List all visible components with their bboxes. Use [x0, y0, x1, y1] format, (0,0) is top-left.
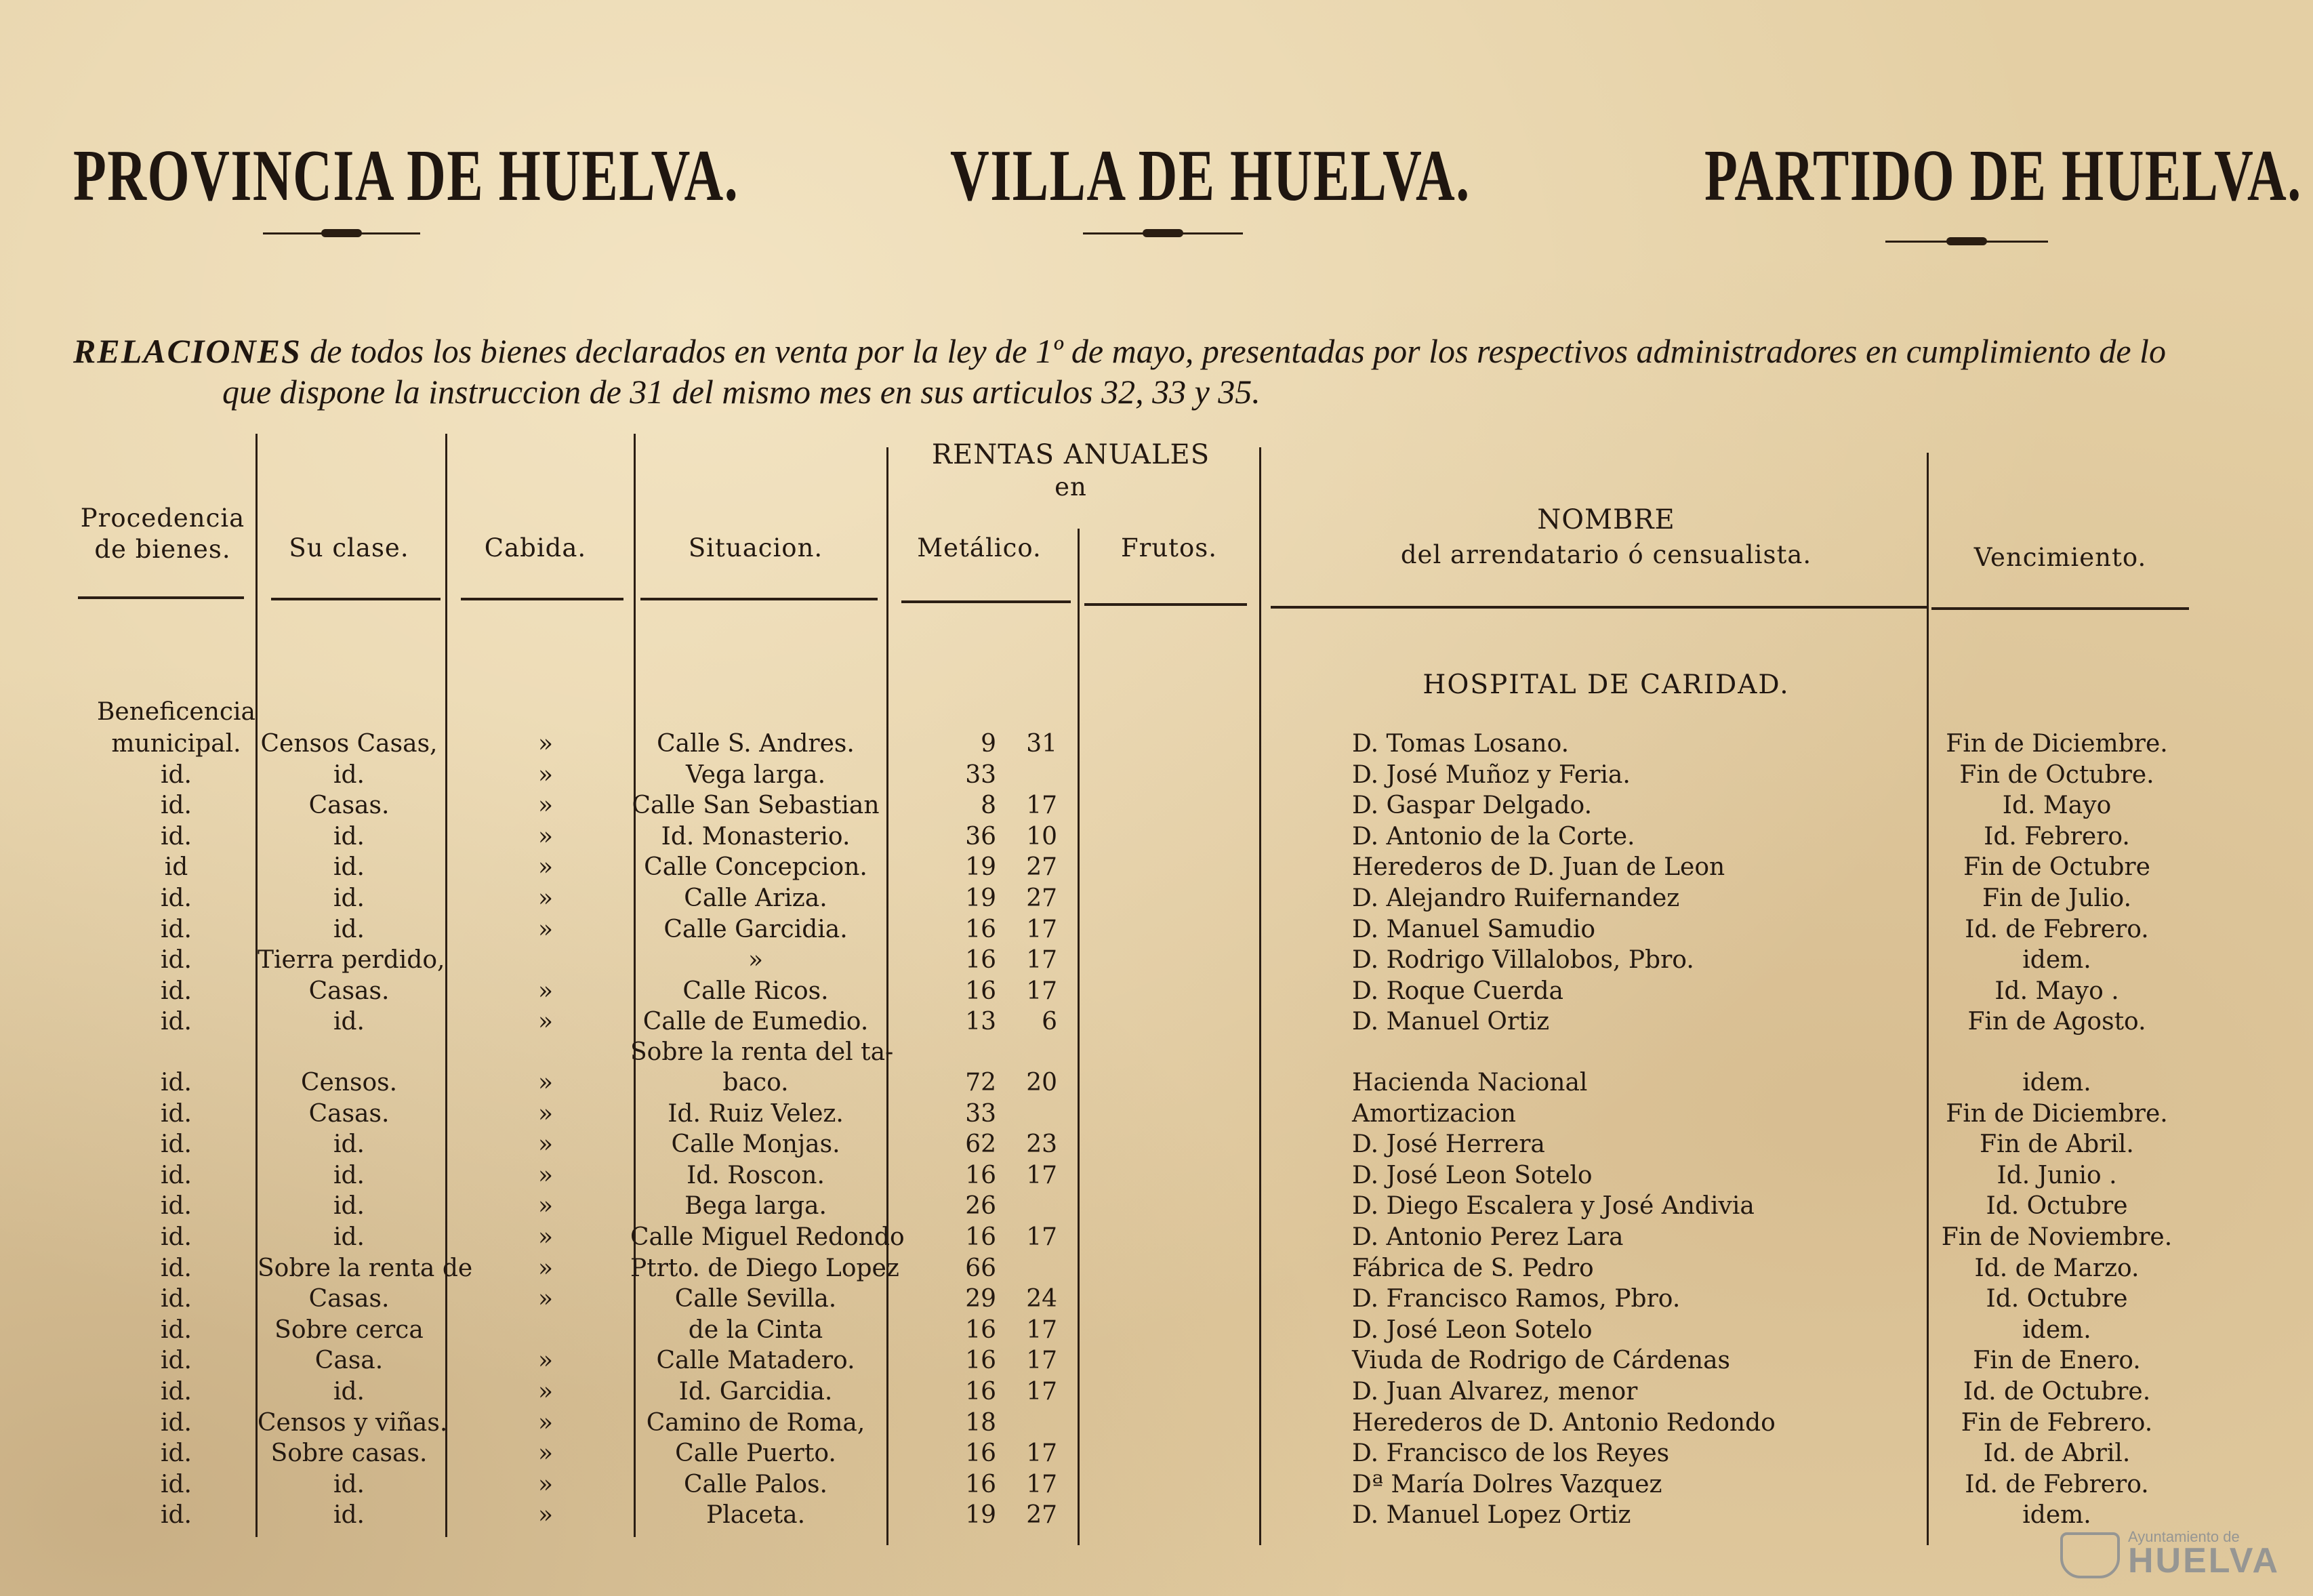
nombre-cell: D. Juan Alvarez, menor — [1352, 1378, 1638, 1406]
metalico-cts-cell: 17 — [1026, 1347, 1057, 1375]
vencimiento-cell: Id. Mayo — [2002, 792, 2112, 820]
vencimiento-cell: Fin de Diciembre. — [1946, 730, 2168, 758]
col-rentas-en: en — [1055, 472, 1087, 502]
cabida-cell: » — [537, 977, 554, 1005]
procedencia-cell: municipal. — [111, 730, 241, 758]
nombre-cell: D. Manuel Samudio — [1352, 915, 1596, 943]
nombre-cell: D. Francisco de los Reyes — [1352, 1439, 1670, 1468]
procedencia-cell: id. — [160, 946, 192, 975]
ornament-right — [1885, 237, 2048, 245]
metalico-rs-cell: 18 — [965, 1408, 996, 1437]
col-cabida: Cabida. — [484, 533, 587, 562]
watermark-big: HUELVA — [2128, 1541, 2280, 1580]
procedencia-cell: id. — [160, 1347, 192, 1375]
metalico-cts-cell: 10 — [1026, 822, 1057, 851]
metalico-cts-cell: 17 — [1026, 792, 1057, 820]
metalico-cts-cell: 6 — [1042, 1008, 1057, 1036]
vencimiento-cell: Fin de Diciembre. — [1946, 1099, 2168, 1128]
situacion-cell: Calle Monjas. — [671, 1130, 840, 1159]
table-row — [0, 914, 2313, 945]
table-row — [0, 1191, 2313, 1222]
situacion-cell: Calle Sevilla. — [674, 1285, 837, 1313]
metalico-rs-cell: 16 — [965, 1315, 996, 1344]
metalico-cts-cell: 27 — [1026, 1501, 1057, 1530]
clase-cell: id. — [333, 1501, 365, 1530]
sit-extra-line: Sobre la renta del ta- — [630, 1038, 894, 1066]
procedencia-cell: id. — [160, 1008, 192, 1036]
vencimiento-cell: Id. de Marzo. — [1974, 1254, 2140, 1282]
table-row — [0, 1067, 2313, 1099]
metalico-rs-cell: 26 — [965, 1192, 996, 1221]
cabida-cell: » — [537, 822, 554, 851]
metalico-rs-cell: 16 — [965, 1470, 996, 1498]
clase-cell: Casas. — [308, 1099, 390, 1128]
metalico-cts-cell: 23 — [1026, 1130, 1057, 1159]
metalico-cts-cell: 17 — [1026, 1161, 1057, 1189]
vencimiento-cell: idem. — [2022, 1315, 2091, 1344]
metalico-rs-cell: 9 — [981, 730, 996, 758]
situacion-cell: Vega larga. — [685, 760, 826, 789]
table-row — [0, 1006, 2313, 1038]
nombre-cell: Herederos de D. Juan de Leon — [1352, 853, 1725, 882]
nombre-cell: D. Roque Cuerda — [1352, 977, 1563, 1005]
cabida-cell: » — [537, 1470, 554, 1498]
cabida-cell: » — [537, 1008, 554, 1036]
situacion-cell: Bega larga. — [684, 1192, 827, 1221]
table-row — [0, 1376, 2313, 1408]
metalico-rs-cell: 66 — [965, 1254, 996, 1282]
clase-cell: Casas. — [308, 1285, 390, 1313]
vencimiento-cell: Id. Octubre — [1986, 1192, 2128, 1221]
metalico-rs-cell: 8 — [981, 792, 996, 820]
clase-cell: id. — [333, 822, 365, 851]
procedencia-cell: id. — [160, 1130, 192, 1159]
procedencia-cell: id. — [160, 1470, 192, 1498]
procedencia-cell: id. — [160, 1285, 192, 1313]
table-row — [0, 790, 2313, 821]
table-row — [0, 1284, 2313, 1315]
nombre-cell: Dª María Dolres Vazquez — [1352, 1470, 1662, 1498]
situacion-cell: Id. Roscon. — [687, 1161, 825, 1189]
vencimiento-cell: Fin de Octubre. — [1959, 760, 2154, 789]
metalico-cts-cell: 17 — [1026, 1315, 1057, 1344]
clase-cell: id. — [333, 1223, 365, 1251]
nombre-cell: Herederos de D. Antonio Redondo — [1352, 1408, 1776, 1437]
proc-beneficencia: Beneficencia — [96, 698, 256, 726]
col-vencimiento: Vencimiento. — [1973, 543, 2147, 572]
procedencia-cell: id. — [160, 1161, 192, 1189]
clase-cell: Casas. — [308, 792, 390, 820]
metalico-cts-cell: 17 — [1026, 1470, 1057, 1498]
vencimiento-cell: idem. — [2022, 1069, 2091, 1097]
cabida-cell: » — [537, 1254, 554, 1282]
cabida-cell: » — [537, 1501, 554, 1530]
situacion-cell: Ptrto. de Diego Lopez — [630, 1254, 899, 1282]
situacion-cell: Calle Palos. — [684, 1470, 827, 1498]
header-rule-6 — [1084, 603, 1247, 606]
table-row — [0, 883, 2313, 914]
intro-paragraph — [73, 331, 2201, 412]
situacion-cell: Calle Miguel Redondo — [630, 1223, 905, 1251]
metalico-rs-cell: 29 — [965, 1285, 996, 1313]
clase-cell: Casa. — [314, 1347, 384, 1375]
clase-cell: Casas. — [308, 977, 390, 1005]
clase-cell: id. — [333, 853, 365, 882]
table-row — [0, 1438, 2313, 1469]
situacion-cell: Calle S. Andres. — [657, 730, 855, 758]
metalico-rs-cell: 36 — [965, 822, 996, 851]
metalico-cts-cell: 27 — [1026, 884, 1057, 912]
situacion-cell: Calle Concepcion. — [644, 853, 867, 882]
procedencia-cell: id. — [160, 1378, 192, 1406]
situacion-cell: Placeta. — [705, 1501, 806, 1530]
cabida-cell: » — [537, 1285, 554, 1313]
metalico-rs-cell: 16 — [965, 1347, 996, 1375]
intro-line1: de todos los bienes declarados en venta por la ley de 1º de mayo, presentadas por los respectivos administradores en cumplimiento de lo — [301, 332, 2166, 370]
nombre-cell: D. Tomas Losano. — [1352, 730, 1570, 758]
clase-cell: Censos Casas, — [260, 730, 438, 758]
table-row — [0, 821, 2313, 853]
clase-cell: id. — [333, 1470, 365, 1498]
metalico-rs-cell: 16 — [965, 915, 996, 943]
situacion-cell: Calle Matadero. — [656, 1347, 855, 1375]
metalico-cts-cell: 17 — [1026, 1378, 1057, 1406]
situacion-cell: baco. — [722, 1069, 789, 1097]
nombre-cell: D. Manuel Lopez Ortiz — [1352, 1501, 1631, 1530]
header-rule-2 — [271, 598, 441, 600]
metalico-cts-cell: 20 — [1026, 1069, 1057, 1097]
nombre-cell: Fábrica de S. Pedro — [1352, 1254, 1594, 1282]
header-partido: PARTIDO DE HUELVA. — [1704, 136, 2302, 216]
clase-cell: Censos. — [300, 1069, 398, 1097]
procedencia-cell: id. — [160, 1223, 192, 1251]
procedencia-cell: id. — [160, 1069, 192, 1097]
metalico-rs-cell: 13 — [965, 1008, 996, 1036]
col-nombre-sub: del arrendatario ó censualista. — [1400, 540, 1812, 569]
header-provincia: PROVINCIA DE HUELVA. — [73, 136, 739, 216]
procedencia-cell: id. — [160, 792, 192, 820]
cabida-cell: » — [537, 853, 554, 882]
header-rule-1 — [78, 596, 244, 599]
metalico-cts-cell: 17 — [1026, 977, 1057, 1005]
vencimiento-cell: Fin de Noviembre. — [1941, 1223, 2173, 1251]
clase-cell: id. — [333, 884, 365, 912]
table-row — [0, 852, 2313, 883]
header-rule-3 — [461, 598, 623, 600]
metalico-cts-cell: 17 — [1026, 1223, 1057, 1251]
cabida-cell: » — [537, 730, 554, 758]
procedencia-cell: id. — [160, 884, 192, 912]
clase-cell: Sobre la renta de — [258, 1254, 473, 1282]
section-title: HOSPITAL DE CARIDAD. — [1422, 670, 1790, 700]
procedencia-cell: id. — [160, 1254, 192, 1282]
vencimiento-cell: Id. Junio . — [1997, 1161, 2117, 1189]
table-row — [0, 1253, 2313, 1284]
nombre-cell: Amortizacion — [1352, 1099, 1516, 1128]
table-row — [0, 729, 2313, 760]
clase-cell: id. — [333, 1008, 365, 1036]
procedencia-cell: id — [164, 853, 188, 882]
procedencia-cell: id. — [160, 1501, 192, 1530]
procedencia-cell: id. — [160, 1408, 192, 1437]
table-row — [0, 1222, 2313, 1253]
situacion-cell: Calle de Eumedio. — [642, 1008, 869, 1036]
clase-cell: id. — [333, 1161, 365, 1189]
metalico-rs-cell: 19 — [965, 1501, 996, 1530]
cabida-cell: » — [537, 1347, 554, 1375]
header-rule-8 — [1931, 607, 2189, 610]
table-row — [0, 1160, 2313, 1191]
nombre-cell: D. José Herrera — [1352, 1130, 1545, 1159]
metalico-rs-cell: 62 — [965, 1130, 996, 1159]
header-rule-7 — [1271, 606, 1928, 609]
metalico-rs-cell: 19 — [965, 884, 996, 912]
col-rentas: RENTAS ANUALES — [931, 439, 1210, 470]
ornament-left — [263, 229, 420, 237]
table-row — [0, 1315, 2313, 1346]
cabida-cell: » — [537, 1069, 554, 1097]
clase-cell: id. — [333, 1130, 365, 1159]
situacion-cell: » — [748, 946, 764, 975]
vencimiento-cell: Fin de Agosto. — [1967, 1008, 2146, 1036]
col-clase: Su clase. — [289, 533, 409, 562]
situacion-cell: Id. Monasterio. — [661, 822, 851, 851]
situacion-cell: Calle Garcidia. — [663, 915, 848, 943]
table-row — [0, 976, 2313, 1007]
vencimiento-cell: Fin de Octubre — [1963, 853, 2150, 882]
procedencia-cell: id. — [160, 1099, 192, 1128]
metalico-cts-cell: 17 — [1026, 1439, 1057, 1468]
watermark-stamp — [2040, 1528, 2280, 1580]
nombre-cell: D. Francisco Ramos, Pbro. — [1352, 1285, 1681, 1313]
vencimiento-cell: Id. Febrero. — [1984, 822, 2130, 851]
metalico-cts-cell: 17 — [1026, 915, 1057, 943]
header-villa: VILLA DE HUELVA. — [950, 136, 1471, 216]
nombre-cell: D. José Muñoz y Feria. — [1352, 760, 1631, 789]
metalico-rs-cell: 16 — [965, 1378, 996, 1406]
nombre-cell: Hacienda Nacional — [1352, 1069, 1588, 1097]
situacion-cell: Id. Garcidia. — [678, 1378, 833, 1406]
cabida-cell: » — [537, 1439, 554, 1468]
clase-cell: Sobre casas. — [270, 1439, 428, 1468]
ornament-center — [1083, 229, 1243, 237]
vencimiento-cell: Fin de Abril. — [1980, 1130, 2134, 1159]
clase-cell: id. — [333, 760, 365, 789]
cabida-cell: » — [537, 1408, 554, 1437]
metalico-rs-cell: 72 — [965, 1069, 996, 1097]
situacion-cell: Calle Puerto. — [675, 1439, 836, 1468]
vencimiento-cell: Id. Mayo . — [1994, 977, 2119, 1005]
vencimiento-cell: Id. de Febrero. — [1965, 915, 2149, 943]
col-procedencia: Procedencia de bienes. — [80, 504, 245, 564]
header-rule-5 — [901, 600, 1071, 603]
procedencia-cell: id. — [160, 1439, 192, 1468]
vencimiento-cell: Fin de Julio. — [1982, 884, 2132, 912]
clase-cell: id. — [333, 1192, 365, 1221]
procedencia-cell: id. — [160, 760, 192, 789]
table-row — [0, 1345, 2313, 1376]
metalico-rs-cell: 33 — [965, 760, 996, 789]
nombre-cell: D. Diego Escalera y José Andivia — [1352, 1192, 1755, 1221]
situacion-cell: de la Cinta — [688, 1315, 823, 1344]
intro-caps: RELACIONES — [73, 332, 302, 370]
table-row — [0, 1129, 2313, 1160]
table-row — [0, 1469, 2313, 1500]
procedencia-cell: id. — [160, 977, 192, 1005]
metalico-cts-cell: 31 — [1026, 730, 1057, 758]
clase-cell: id. — [333, 1378, 365, 1406]
table-row — [0, 945, 2313, 976]
metalico-rs-cell: 16 — [965, 946, 996, 975]
col-frutos: Frutos. — [1120, 533, 1218, 562]
clase-cell: Censos y viñas. — [258, 1408, 448, 1437]
col-situacion: Situacion. — [688, 533, 823, 562]
clase-cell: Sobre cerca — [274, 1315, 424, 1344]
table-row — [0, 1099, 2313, 1130]
metalico-rs-cell: 16 — [965, 1223, 996, 1251]
situacion-cell: Calle Ariza. — [684, 884, 827, 912]
procedencia-cell: id. — [160, 822, 192, 851]
intro-line2: que dispone la instruccion de 31 del mismo mes en sus articulos 32, 33 y 35. — [222, 373, 1261, 411]
nombre-cell: D. Rodrigo Villalobos, Pbro. — [1352, 946, 1694, 975]
procedencia-cell: id. — [160, 1192, 192, 1221]
vencimiento-cell: idem. — [2022, 1501, 2091, 1530]
vencimiento-cell: Id. de Octubre. — [1963, 1378, 2151, 1406]
situacion-cell: Id. Ruiz Velez. — [668, 1099, 844, 1128]
vencimiento-cell: idem. — [2022, 946, 2091, 975]
cabida-cell: » — [537, 915, 554, 943]
cabida-cell: » — [537, 1378, 554, 1406]
table-row — [0, 1408, 2313, 1439]
metalico-rs-cell: 16 — [965, 977, 996, 1005]
vencimiento-cell: Id. de Abril. — [1983, 1439, 2131, 1468]
cabida-cell: » — [537, 1192, 554, 1221]
nombre-cell: D. José Leon Sotelo — [1352, 1161, 1593, 1189]
vencimiento-cell: Id. de Febrero. — [1965, 1470, 2149, 1498]
metalico-cts-cell: 24 — [1026, 1285, 1057, 1313]
metalico-rs-cell: 19 — [965, 853, 996, 882]
col-nombre: NOMBRE — [1537, 504, 1675, 535]
metalico-rs-cell: 33 — [965, 1099, 996, 1128]
nombre-cell: D. Antonio de la Corte. — [1352, 822, 1635, 851]
nombre-cell: D. Antonio Perez Lara — [1352, 1223, 1624, 1251]
cabida-cell: » — [537, 1130, 554, 1159]
cabida-cell: » — [537, 1161, 554, 1189]
cabida-cell: » — [537, 792, 554, 820]
nombre-cell: D. Alejandro Ruifernandez — [1352, 884, 1680, 912]
vencimiento-cell: Fin de Febrero. — [1961, 1408, 2153, 1437]
metalico-rs-cell: 16 — [965, 1161, 996, 1189]
nombre-cell: D. Manuel Ortiz — [1352, 1008, 1550, 1036]
vencimiento-cell: Fin de Enero. — [1973, 1347, 2141, 1375]
procedencia-cell: id. — [160, 915, 192, 943]
vencimiento-cell: Id. Octubre — [1986, 1285, 2128, 1313]
situacion-cell: Calle San Sebastian — [632, 792, 880, 820]
cabida-cell: » — [537, 1099, 554, 1128]
metalico-rs-cell: 16 — [965, 1439, 996, 1468]
table-row — [0, 1500, 2313, 1531]
metalico-cts-cell: 27 — [1026, 853, 1057, 882]
cabida-cell: » — [537, 760, 554, 789]
nombre-cell: D. José Leon Sotelo — [1352, 1315, 1593, 1344]
clase-cell: Tierra perdido, — [258, 946, 445, 975]
nombre-cell: D. Gaspar Delgado. — [1352, 792, 1593, 820]
situacion-cell: Camino de Roma, — [646, 1408, 865, 1437]
metalico-cts-cell: 17 — [1026, 946, 1057, 975]
cabida-cell: » — [537, 884, 554, 912]
seal-icon — [2060, 1532, 2120, 1578]
header-rule-4 — [640, 598, 878, 600]
nombre-cell: Viuda de Rodrigo de Cárdenas — [1352, 1347, 1730, 1375]
clase-cell: id. — [333, 915, 365, 943]
procedencia-cell: id. — [160, 1315, 192, 1344]
cabida-cell: » — [537, 1223, 554, 1251]
table-row — [0, 760, 2313, 791]
col-metalico: Metálico. — [917, 533, 1042, 562]
situacion-cell: Calle Ricos. — [682, 977, 829, 1005]
watermark-small: Ayuntamiento de — [2128, 1528, 2240, 1545]
